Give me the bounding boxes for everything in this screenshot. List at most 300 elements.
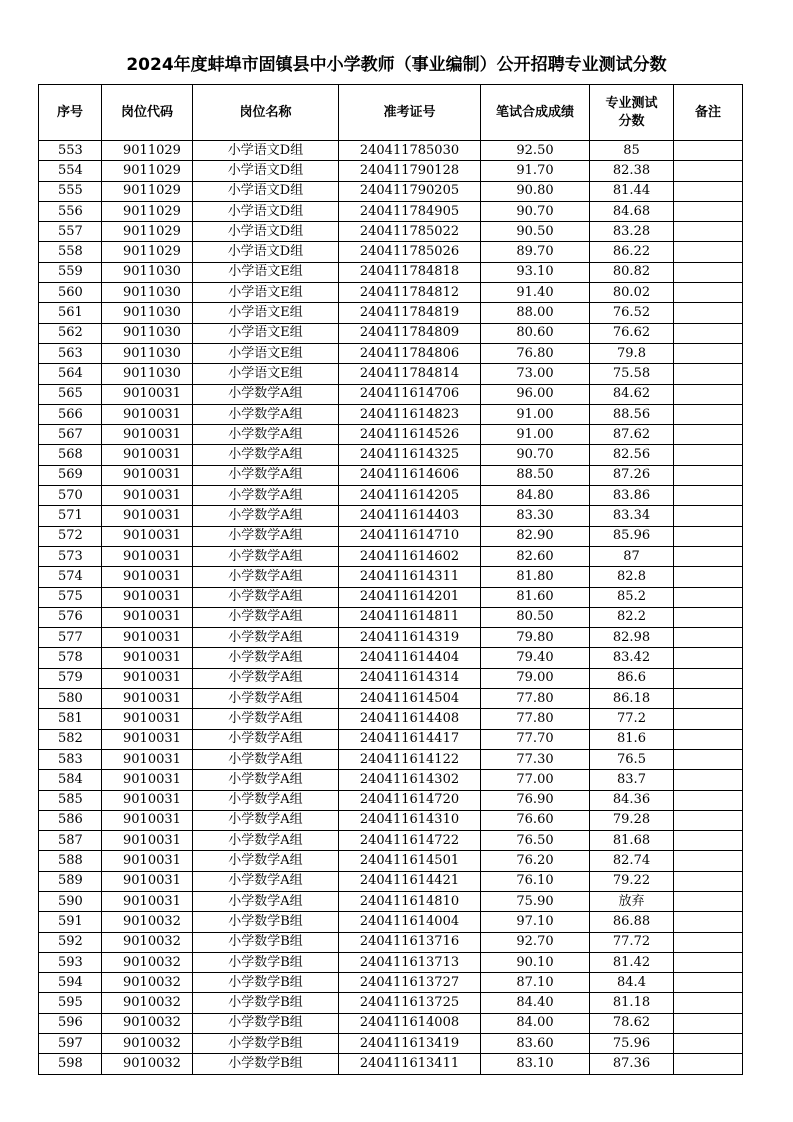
cell-ticket-number: 240411614811 — [339, 607, 481, 627]
header-written-score: 笔试合成成绩 — [481, 85, 590, 141]
table-row — [39, 952, 743, 972]
cell-test-score: 83.42 — [590, 648, 674, 668]
cell-test-score: 86.88 — [590, 912, 674, 932]
cell-note — [674, 790, 743, 810]
table-row — [39, 242, 743, 262]
cell-position-code: 9011030 — [102, 303, 193, 323]
cell-test-score: 83.86 — [590, 486, 674, 506]
cell-position-name: 小学数学B组 — [193, 1034, 339, 1054]
cell-written-score: 77.80 — [481, 689, 590, 709]
cell-test-score: 85 — [590, 141, 674, 161]
cell-ticket-number: 240411785022 — [339, 222, 481, 242]
cell-position-name: 小学数学A组 — [193, 810, 339, 830]
cell-position-code: 9011029 — [102, 222, 193, 242]
cell-note — [674, 465, 743, 485]
cell-ticket-number: 240411614501 — [339, 851, 481, 871]
cell-note — [674, 141, 743, 161]
cell-seq: 562 — [39, 323, 102, 343]
cell-ticket-number: 240411614417 — [339, 729, 481, 749]
table-row — [39, 141, 743, 161]
cell-ticket-number: 240411614314 — [339, 668, 481, 688]
cell-note — [674, 181, 743, 201]
cell-note — [674, 973, 743, 993]
cell-position-code: 9010032 — [102, 1054, 193, 1074]
cell-seq: 584 — [39, 770, 102, 790]
cell-note — [674, 445, 743, 465]
cell-test-score: 81.42 — [590, 952, 674, 972]
cell-written-score: 79.80 — [481, 628, 590, 648]
cell-position-name: 小学数学A组 — [193, 445, 339, 465]
cell-test-score: 83.34 — [590, 506, 674, 526]
cell-written-score: 91.00 — [481, 425, 590, 445]
cell-written-score: 90.10 — [481, 952, 590, 972]
cell-test-score: 放弃 — [590, 891, 674, 911]
cell-position-code: 9010032 — [102, 932, 193, 952]
header-test-line1: 专业测试 — [605, 95, 658, 111]
table-row — [39, 404, 743, 424]
cell-note — [674, 1013, 743, 1033]
cell-test-score: 75.96 — [590, 1034, 674, 1054]
cell-written-score: 76.50 — [481, 831, 590, 851]
cell-test-score: 81.44 — [590, 181, 674, 201]
cell-position-code: 9010031 — [102, 445, 193, 465]
cell-test-score: 81.6 — [590, 729, 674, 749]
cell-position-name: 小学数学A组 — [193, 567, 339, 587]
table-row — [39, 1034, 743, 1054]
cell-seq: 595 — [39, 993, 102, 1013]
cell-note — [674, 648, 743, 668]
cell-position-name: 小学数学B组 — [193, 1054, 339, 1074]
cell-seq: 567 — [39, 425, 102, 445]
table-row — [39, 851, 743, 871]
cell-test-score: 76.52 — [590, 303, 674, 323]
cell-written-score: 82.90 — [481, 526, 590, 546]
cell-note — [674, 607, 743, 627]
cell-seq: 585 — [39, 790, 102, 810]
cell-position-name: 小学语文E组 — [193, 262, 339, 282]
cell-test-score: 86.6 — [590, 668, 674, 688]
cell-note — [674, 242, 743, 262]
cell-seq: 580 — [39, 689, 102, 709]
cell-ticket-number: 240411614008 — [339, 1013, 481, 1033]
cell-ticket-number: 240411614310 — [339, 810, 481, 830]
table-row — [39, 831, 743, 851]
cell-note — [674, 283, 743, 303]
cell-ticket-number: 240411614504 — [339, 689, 481, 709]
table-row — [39, 648, 743, 668]
cell-test-score: 82.56 — [590, 445, 674, 465]
cell-position-name: 小学数学A组 — [193, 851, 339, 871]
cell-ticket-number: 240411614201 — [339, 587, 481, 607]
cell-note — [674, 952, 743, 972]
cell-written-score: 76.80 — [481, 343, 590, 363]
cell-seq: 587 — [39, 831, 102, 851]
cell-test-score: 83.7 — [590, 770, 674, 790]
cell-written-score: 88.00 — [481, 303, 590, 323]
header-seq: 序号 — [39, 85, 102, 141]
cell-seq: 590 — [39, 891, 102, 911]
table-row — [39, 932, 743, 952]
cell-ticket-number: 240411614403 — [339, 506, 481, 526]
cell-test-score: 78.62 — [590, 1013, 674, 1033]
table-row — [39, 222, 743, 242]
cell-seq: 564 — [39, 364, 102, 384]
cell-written-score: 79.00 — [481, 668, 590, 688]
cell-position-code: 9010031 — [102, 465, 193, 485]
cell-position-code: 9011030 — [102, 343, 193, 363]
cell-position-name: 小学数学A组 — [193, 546, 339, 566]
cell-position-code: 9010031 — [102, 506, 193, 526]
cell-seq: 593 — [39, 952, 102, 972]
cell-note — [674, 851, 743, 871]
header-ticket-number: 准考证号 — [339, 85, 481, 141]
cell-note — [674, 303, 743, 323]
cell-test-score: 87.62 — [590, 425, 674, 445]
cell-seq: 588 — [39, 851, 102, 871]
table-row — [39, 506, 743, 526]
cell-written-score: 84.80 — [481, 486, 590, 506]
cell-position-name: 小学数学A组 — [193, 526, 339, 546]
cell-written-score: 77.30 — [481, 749, 590, 769]
cell-position-code: 9011030 — [102, 262, 193, 282]
cell-written-score: 90.80 — [481, 181, 590, 201]
table-row — [39, 668, 743, 688]
cell-written-score: 91.40 — [481, 283, 590, 303]
cell-position-code: 9010032 — [102, 993, 193, 1013]
cell-position-name: 小学语文E组 — [193, 323, 339, 343]
cell-ticket-number: 240411614823 — [339, 404, 481, 424]
cell-written-score: 92.50 — [481, 141, 590, 161]
cell-written-score: 82.60 — [481, 546, 590, 566]
cell-test-score: 79.28 — [590, 810, 674, 830]
cell-seq: 563 — [39, 343, 102, 363]
cell-written-score: 97.10 — [481, 912, 590, 932]
cell-position-code: 9011029 — [102, 161, 193, 181]
cell-position-name: 小学数学A组 — [193, 709, 339, 729]
cell-ticket-number: 240411614706 — [339, 384, 481, 404]
cell-written-score: 90.70 — [481, 201, 590, 221]
cell-note — [674, 810, 743, 830]
cell-seq: 574 — [39, 567, 102, 587]
cell-position-code: 9011029 — [102, 242, 193, 262]
cell-ticket-number: 240411613411 — [339, 1054, 481, 1074]
cell-test-score: 84.4 — [590, 973, 674, 993]
cell-seq: 560 — [39, 283, 102, 303]
cell-ticket-number: 240411784806 — [339, 343, 481, 363]
cell-position-code: 9010031 — [102, 587, 193, 607]
table-row — [39, 546, 743, 566]
cell-seq: 569 — [39, 465, 102, 485]
table-row — [39, 567, 743, 587]
cell-position-code: 9010031 — [102, 607, 193, 627]
cell-test-score: 82.98 — [590, 628, 674, 648]
cell-written-score: 79.40 — [481, 648, 590, 668]
cell-position-name: 小学数学A组 — [193, 628, 339, 648]
cell-note — [674, 871, 743, 891]
cell-seq: 586 — [39, 810, 102, 830]
cell-position-name: 小学语文D组 — [193, 161, 339, 181]
table-row — [39, 607, 743, 627]
cell-ticket-number: 240411614606 — [339, 465, 481, 485]
header-row — [39, 85, 743, 141]
cell-test-score: 81.68 — [590, 831, 674, 851]
cell-note — [674, 323, 743, 343]
cell-ticket-number: 240411785030 — [339, 141, 481, 161]
cell-position-code: 9010031 — [102, 567, 193, 587]
cell-seq: 554 — [39, 161, 102, 181]
table-row — [39, 201, 743, 221]
table-row — [39, 891, 743, 911]
cell-seq: 559 — [39, 262, 102, 282]
cell-position-code: 9010031 — [102, 628, 193, 648]
cell-test-score: 86.18 — [590, 689, 674, 709]
cell-ticket-number: 240411784809 — [339, 323, 481, 343]
cell-note — [674, 486, 743, 506]
cell-position-name: 小学语文D组 — [193, 201, 339, 221]
document-title: 2024年度蚌埠市固镇县中小学教师（事业编制）公开招聘专业测试分数 — [126, 55, 667, 75]
table-row — [39, 161, 743, 181]
cell-position-name: 小学数学A组 — [193, 384, 339, 404]
cell-position-name: 小学数学B组 — [193, 952, 339, 972]
cell-position-code: 9010031 — [102, 546, 193, 566]
cell-seq: 598 — [39, 1054, 102, 1074]
cell-written-score: 90.50 — [481, 222, 590, 242]
cell-position-name: 小学语文E组 — [193, 364, 339, 384]
cell-test-score: 86.22 — [590, 242, 674, 262]
cell-seq: 594 — [39, 973, 102, 993]
table-row — [39, 790, 743, 810]
cell-seq: 581 — [39, 709, 102, 729]
cell-note — [674, 567, 743, 587]
cell-seq: 583 — [39, 749, 102, 769]
cell-written-score: 96.00 — [481, 384, 590, 404]
cell-seq: 566 — [39, 404, 102, 424]
cell-note — [674, 425, 743, 445]
cell-note — [674, 709, 743, 729]
cell-position-code: 9010032 — [102, 1013, 193, 1033]
cell-position-code: 9010031 — [102, 729, 193, 749]
cell-written-score: 76.10 — [481, 871, 590, 891]
cell-note — [674, 384, 743, 404]
cell-note — [674, 628, 743, 648]
cell-seq: 568 — [39, 445, 102, 465]
cell-note — [674, 831, 743, 851]
table-row — [39, 343, 743, 363]
cell-position-code: 9010031 — [102, 790, 193, 810]
cell-seq: 555 — [39, 181, 102, 201]
header-test-line2: 分数 — [618, 113, 645, 129]
cell-ticket-number: 240411613713 — [339, 952, 481, 972]
cell-ticket-number: 240411614004 — [339, 912, 481, 932]
cell-position-code: 9011029 — [102, 201, 193, 221]
cell-position-name: 小学数学A组 — [193, 689, 339, 709]
cell-test-score: 82.2 — [590, 607, 674, 627]
cell-note — [674, 912, 743, 932]
cell-test-score: 85.96 — [590, 526, 674, 546]
cell-seq: 557 — [39, 222, 102, 242]
cell-position-code: 9010031 — [102, 689, 193, 709]
cell-test-score: 87.26 — [590, 465, 674, 485]
table-body — [39, 141, 743, 1075]
table-row — [39, 729, 743, 749]
cell-position-code: 9011030 — [102, 323, 193, 343]
cell-test-score: 75.58 — [590, 364, 674, 384]
cell-position-code: 9010031 — [102, 770, 193, 790]
cell-written-score: 76.60 — [481, 810, 590, 830]
cell-test-score: 81.18 — [590, 993, 674, 1013]
cell-position-code: 9010031 — [102, 404, 193, 424]
table-row — [39, 303, 743, 323]
table-row — [39, 1054, 743, 1074]
cell-test-score: 82.8 — [590, 567, 674, 587]
cell-test-score: 87 — [590, 546, 674, 566]
table-row — [39, 323, 743, 343]
cell-ticket-number: 240411785026 — [339, 242, 481, 262]
cell-position-code: 9010031 — [102, 851, 193, 871]
cell-test-score: 80.02 — [590, 283, 674, 303]
table-row — [39, 262, 743, 282]
cell-note — [674, 993, 743, 1013]
cell-position-name: 小学语文D组 — [193, 141, 339, 161]
cell-position-code: 9010031 — [102, 384, 193, 404]
cell-ticket-number: 240411614404 — [339, 648, 481, 668]
cell-note — [674, 770, 743, 790]
table-row — [39, 993, 743, 1013]
cell-position-name: 小学数学A组 — [193, 607, 339, 627]
cell-note — [674, 526, 743, 546]
cell-position-name: 小学数学A组 — [193, 587, 339, 607]
cell-position-code: 9011029 — [102, 181, 193, 201]
cell-ticket-number: 240411614408 — [339, 709, 481, 729]
cell-seq: 573 — [39, 546, 102, 566]
cell-written-score: 87.10 — [481, 973, 590, 993]
cell-note — [674, 587, 743, 607]
cell-ticket-number: 240411614720 — [339, 790, 481, 810]
table-row — [39, 587, 743, 607]
cell-seq: 556 — [39, 201, 102, 221]
cell-note — [674, 262, 743, 282]
cell-seq: 578 — [39, 648, 102, 668]
table-row — [39, 749, 743, 769]
cell-ticket-number: 240411790205 — [339, 181, 481, 201]
cell-written-score: 77.00 — [481, 770, 590, 790]
cell-position-name: 小学数学A组 — [193, 749, 339, 769]
cell-ticket-number: 240411614710 — [339, 526, 481, 546]
cell-test-score: 84.62 — [590, 384, 674, 404]
table-row — [39, 526, 743, 546]
cell-written-score: 83.10 — [481, 1054, 590, 1074]
cell-position-name: 小学数学A组 — [193, 871, 339, 891]
cell-ticket-number: 240411790128 — [339, 161, 481, 181]
cell-test-score: 80.82 — [590, 262, 674, 282]
cell-position-name: 小学数学A组 — [193, 648, 339, 668]
cell-ticket-number: 240411613725 — [339, 993, 481, 1013]
cell-position-code: 9010031 — [102, 648, 193, 668]
cell-position-code: 9010031 — [102, 668, 193, 688]
cell-position-name: 小学语文D组 — [193, 222, 339, 242]
cell-ticket-number: 240411784905 — [339, 201, 481, 221]
cell-note — [674, 506, 743, 526]
cell-test-score: 84.68 — [590, 201, 674, 221]
cell-ticket-number: 240411613716 — [339, 932, 481, 952]
cell-test-score: 77.72 — [590, 932, 674, 952]
cell-written-score: 90.70 — [481, 445, 590, 465]
cell-ticket-number: 240411614526 — [339, 425, 481, 445]
cell-seq: 597 — [39, 1034, 102, 1054]
cell-ticket-number: 240411784814 — [339, 364, 481, 384]
header-position-name: 岗位名称 — [193, 85, 339, 141]
cell-note — [674, 222, 743, 242]
cell-position-name: 小学数学B组 — [193, 993, 339, 1013]
cell-position-code: 9010032 — [102, 912, 193, 932]
cell-ticket-number: 240411613727 — [339, 973, 481, 993]
cell-position-code: 9010031 — [102, 871, 193, 891]
cell-written-score: 77.70 — [481, 729, 590, 749]
cell-position-name: 小学语文D组 — [193, 242, 339, 262]
table-row — [39, 445, 743, 465]
table-row — [39, 810, 743, 830]
cell-ticket-number: 240411613419 — [339, 1034, 481, 1054]
header-position-code: 岗位代码 — [102, 85, 193, 141]
cell-position-code: 9011029 — [102, 141, 193, 161]
cell-position-name: 小学数学A组 — [193, 790, 339, 810]
cell-seq: 589 — [39, 871, 102, 891]
table-row — [39, 709, 743, 729]
cell-written-score: 89.70 — [481, 242, 590, 262]
cell-ticket-number: 240411614122 — [339, 749, 481, 769]
cell-position-name: 小学数学B组 — [193, 973, 339, 993]
cell-seq: 561 — [39, 303, 102, 323]
table-row — [39, 425, 743, 445]
cell-position-name: 小学语文E组 — [193, 283, 339, 303]
cell-note — [674, 932, 743, 952]
cell-note — [674, 343, 743, 363]
table-row — [39, 912, 743, 932]
cell-ticket-number: 240411614421 — [339, 871, 481, 891]
cell-position-name: 小学数学A组 — [193, 425, 339, 445]
cell-position-name: 小学数学A组 — [193, 729, 339, 749]
cell-test-score: 83.28 — [590, 222, 674, 242]
cell-test-score: 82.74 — [590, 851, 674, 871]
table-row — [39, 283, 743, 303]
cell-note — [674, 546, 743, 566]
cell-ticket-number: 240411614325 — [339, 445, 481, 465]
cell-position-code: 9011030 — [102, 283, 193, 303]
cell-position-code: 9011030 — [102, 364, 193, 384]
cell-seq: 570 — [39, 486, 102, 506]
cell-seq: 553 — [39, 141, 102, 161]
cell-written-score: 81.60 — [481, 587, 590, 607]
cell-written-score: 75.90 — [481, 891, 590, 911]
cell-position-name: 小学语文E组 — [193, 303, 339, 323]
cell-position-code: 9010031 — [102, 526, 193, 546]
cell-note — [674, 1054, 743, 1074]
cell-note — [674, 161, 743, 181]
cell-written-score: 73.00 — [481, 364, 590, 384]
header-professional-test-score — [590, 85, 674, 141]
cell-test-score: 87.36 — [590, 1054, 674, 1074]
cell-ticket-number: 240411614311 — [339, 567, 481, 587]
cell-test-score: 79.22 — [590, 871, 674, 891]
cell-position-name: 小学数学A组 — [193, 831, 339, 851]
cell-position-name: 小学数学A组 — [193, 770, 339, 790]
cell-test-score: 79.8 — [590, 343, 674, 363]
table-row — [39, 486, 743, 506]
cell-position-name: 小学数学A组 — [193, 891, 339, 911]
cell-seq: 579 — [39, 668, 102, 688]
cell-position-code: 9010031 — [102, 810, 193, 830]
table-row — [39, 770, 743, 790]
